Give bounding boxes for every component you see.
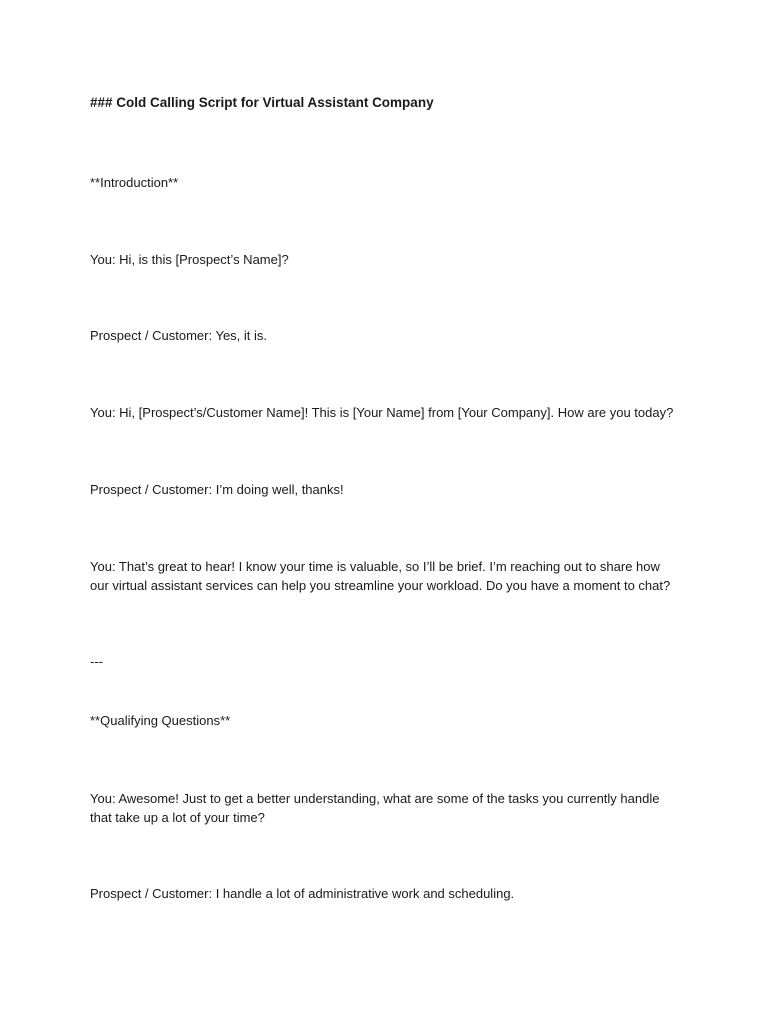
script-line: You: Hi, is this [Prospect’s Name]? xyxy=(90,252,289,267)
script-line: Prospect / Customer: I’m doing well, thanks! xyxy=(90,482,344,497)
document-title: ### Cold Calling Script for Virtual Assistant Company xyxy=(90,95,434,110)
section-heading-qualifying-questions: **Qualifying Questions** xyxy=(90,713,231,728)
script-line: You: Hi, [Prospect’s/Customer Name]! This is [Your Name] from [Your Company]. How are you today? xyxy=(90,405,674,420)
script-line: Prospect / Customer: I handle a lot of administrative work and scheduling. xyxy=(90,886,515,901)
script-line: You: That’s great to hear! I know your time is valuable, so I’ll be brief. I’m reaching out to share how our virtual assistant services can help you streamline your workload. Do you have a moment to chat? xyxy=(90,559,671,593)
section-heading-introduction: **Introduction** xyxy=(90,175,179,190)
script-line: You: Awesome! Just to get a better understanding, what are some of the tasks you currently handle that take up a lot of your time? xyxy=(90,791,660,825)
script-line: Prospect / Customer: Yes, it is. xyxy=(90,328,268,343)
section-divider: --- xyxy=(90,654,103,669)
